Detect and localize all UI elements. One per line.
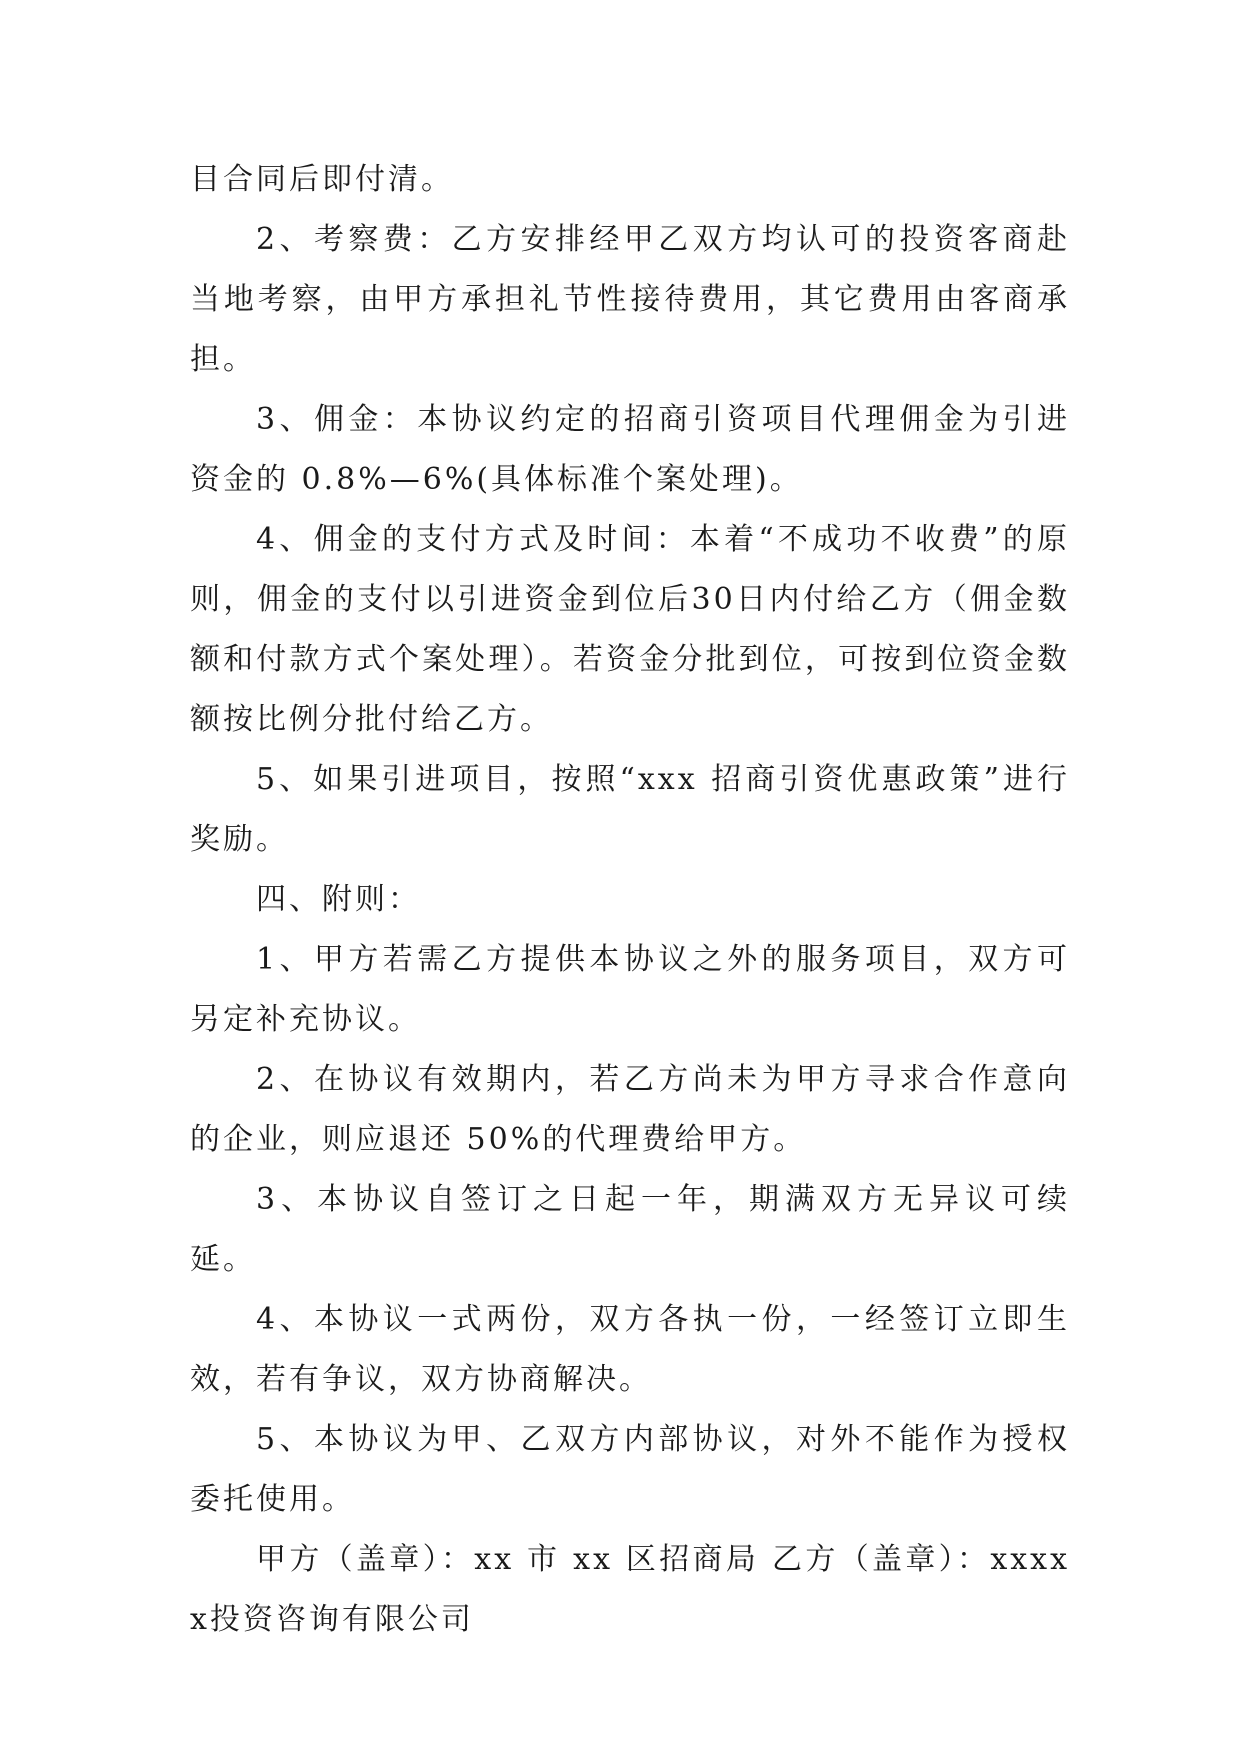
section-heading-supplementary: 四、附则：: [256, 882, 421, 917]
paragraph-commission: 3、佣金：本协议约定的招商引资项目代理佣金为引进资金的 0.8%—6%(具体标准个案处理)。: [190, 402, 1070, 497]
signature-line: 甲方（盖章）：xx 市 xx 区招商局 乙方（盖章）：xxxxx投资咨询有限公司: [190, 1542, 1070, 1637]
paragraph-copies: 4、本协议一式两份，双方各执一份，一经签订立即生效，若有争议，双方协商解决。: [190, 1302, 1070, 1397]
paragraph-validity: 3、本协议自签订之日起一年，期满双方无异议可续延。: [190, 1182, 1070, 1277]
document-page: [190, 150, 1070, 1650]
paragraph-internal-use: 5、本协议为甲、乙双方内部协议，对外不能作为授权委托使用。: [190, 1422, 1070, 1517]
paragraph-commission-payment: 4、佣金的支付方式及时间：本着“不成功不收费”的原则，佣金的支付以引进资金到位后30日内付给乙方（佣金数额和付款方式个案处理）。若资金分批到位，可按到位资金数额按比例分批付给乙方。: [190, 522, 1070, 737]
paragraph-inspection-fee: 2、考察费：乙方安排经甲乙双方均认可的投资客商赴当地考察，由甲方承担礼节性接待费用，其它费用由客商承担。: [190, 222, 1070, 377]
paragraph-project-reward: 5、如果引进项目，按照“xxx 招商引资优惠政策”进行奖励。: [190, 762, 1070, 857]
paragraph-continuation: 目合同后即付清。: [190, 162, 454, 197]
paragraph-refund: 2、在协议有效期内，若乙方尚未为甲方寻求合作意向的企业，则应退还 50%的代理费给甲方。: [190, 1062, 1070, 1157]
paragraph-extra-services: 1、甲方若需乙方提供本协议之外的服务项目，双方可另定补充协议。: [190, 942, 1070, 1037]
